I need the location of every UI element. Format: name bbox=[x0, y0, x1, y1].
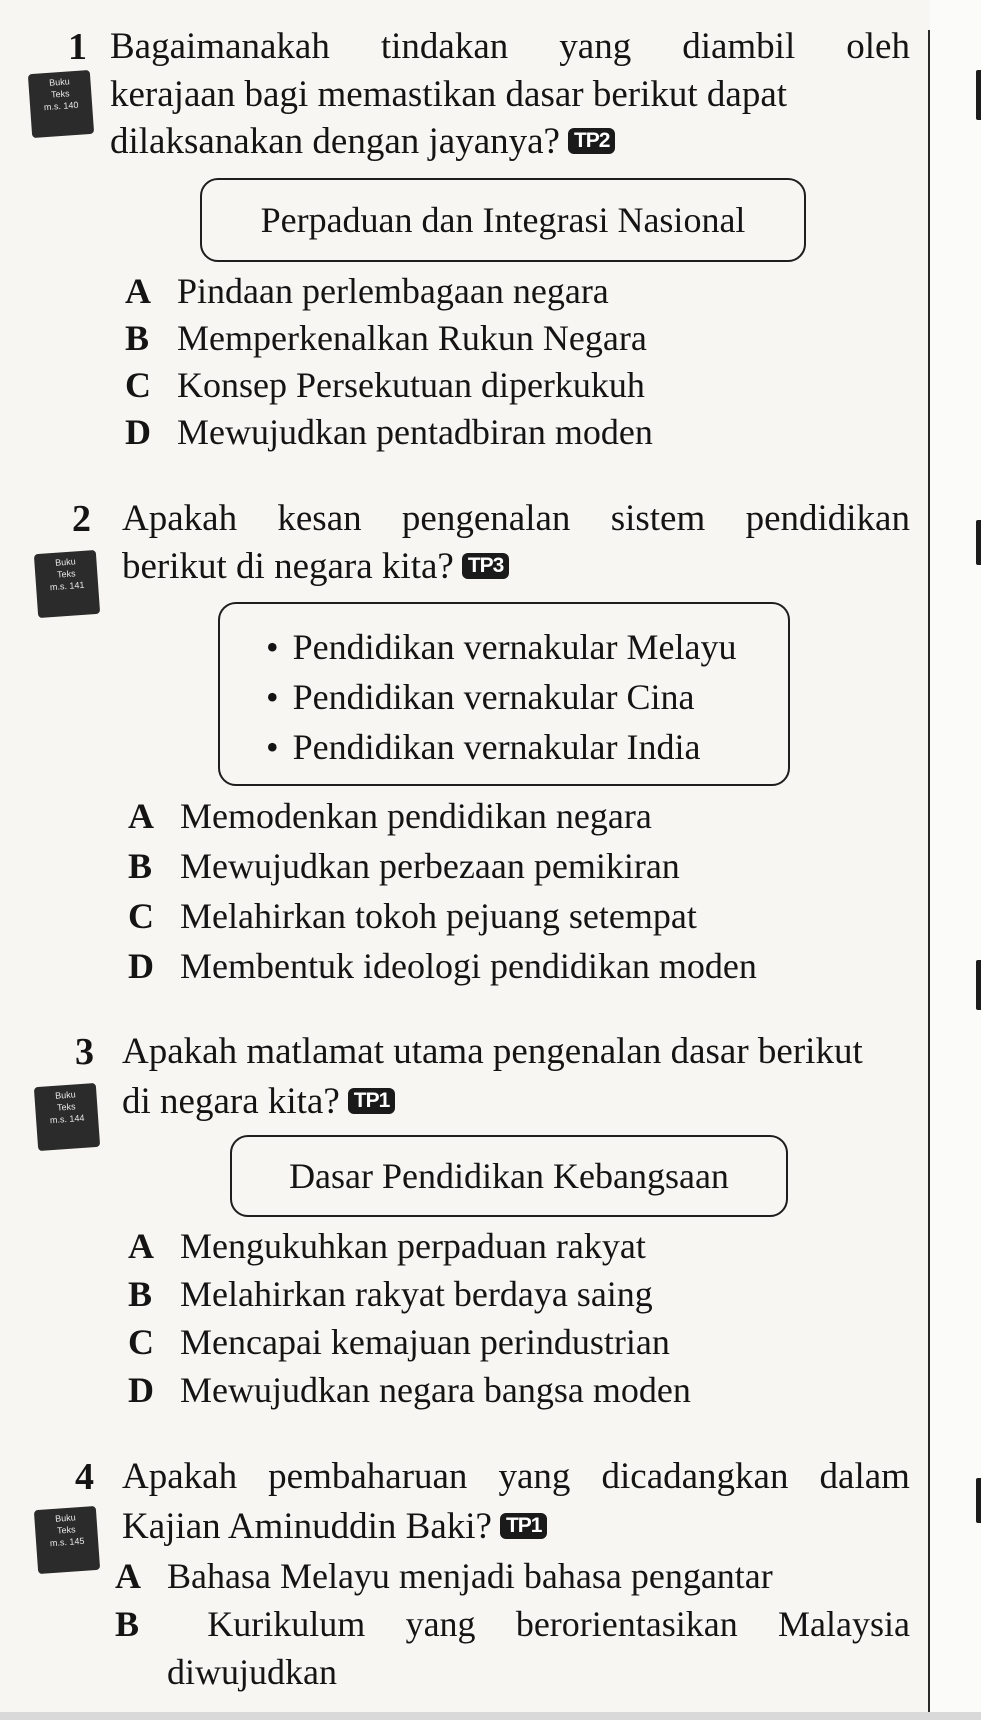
question-number: 2 bbox=[72, 498, 91, 540]
question-number: 3 bbox=[75, 1031, 94, 1073]
question-text-line: Apakah pembaharuan yang dicadangkan dalam bbox=[122, 1456, 910, 1497]
option-a[interactable]: A Memodenkan pendidikan negara bbox=[128, 796, 652, 836]
textbook-page-tag: Buku Teks m.s. 141 bbox=[34, 550, 100, 618]
bullet-item: • Pendidikan vernakular Cina bbox=[266, 672, 736, 722]
option-c[interactable]: C Konsep Persekutuan diperkukuh bbox=[125, 365, 645, 405]
textbook-page-tag: Buku Teks m.s. 145 bbox=[34, 1506, 100, 1574]
question-number: 4 bbox=[75, 1456, 94, 1498]
tp-level-badge: TP2 bbox=[568, 128, 616, 154]
question-text-line: Apakah kesan pengenalan sistem pendidikan bbox=[122, 498, 910, 539]
bullet-item: • Pendidikan vernakular Melayu bbox=[266, 622, 736, 672]
option-b[interactable]: B Memperkenalkan Rukun Negara bbox=[125, 318, 647, 358]
edge-mark bbox=[976, 960, 981, 1010]
question-text-line: Apakah matlamat utama pengenalan dasar berikut bbox=[122, 1031, 863, 1072]
option-b[interactable]: B Kurikulum yang berorientasikan Malaysia bbox=[115, 1604, 910, 1644]
bullet-list bbox=[266, 622, 736, 772]
topic-box: Dasar Pendidikan Kebangsaan bbox=[230, 1135, 788, 1217]
question-text-line: berikut di negara kita? TP3 bbox=[122, 545, 509, 588]
topic-box: Perpaduan dan Integrasi Nasional bbox=[200, 178, 806, 262]
option-b[interactable]: B Mewujudkan perbezaan pemikiran bbox=[128, 846, 680, 886]
question-text-line: dilaksanakan dengan jayanya? TP2 bbox=[110, 120, 615, 163]
bottom-edge bbox=[0, 1712, 981, 1720]
question-number: 1 bbox=[68, 26, 87, 68]
edge-mark bbox=[976, 520, 981, 565]
question-text-line: Bagaimanakah tindakan yang diambil oleh bbox=[110, 26, 910, 67]
tp-level-badge: TP1 bbox=[348, 1088, 396, 1114]
tp-level-badge: TP3 bbox=[462, 553, 510, 579]
option-d[interactable]: D Mewujudkan pentadbiran moden bbox=[125, 412, 653, 452]
option-b-continued: diwujudkan bbox=[167, 1652, 337, 1692]
option-c[interactable]: C Mencapai kemajuan perindustrian bbox=[128, 1322, 670, 1362]
bullet-item: • Pendidikan vernakular India bbox=[266, 722, 736, 772]
question-text-line: Kajian Aminuddin Baki? TP1 bbox=[122, 1505, 547, 1548]
edge-mark bbox=[976, 70, 981, 120]
textbook-page-tag: Buku Teks m.s. 140 bbox=[28, 70, 94, 138]
edge-mark bbox=[976, 1478, 981, 1523]
tp-level-badge: TP1 bbox=[500, 1513, 548, 1539]
adjacent-page-strip bbox=[930, 0, 981, 1720]
option-c[interactable]: C Melahirkan tokoh pejuang setempat bbox=[128, 896, 697, 936]
option-d[interactable]: D Membentuk ideologi pendidikan moden bbox=[128, 946, 757, 986]
stimulus-box bbox=[218, 602, 790, 786]
textbook-page-tag: Buku Teks m.s. 144 bbox=[34, 1083, 100, 1151]
option-a[interactable]: A Pindaan perlembagaan negara bbox=[125, 271, 609, 311]
question-text-line: kerajaan bagi memastikan dasar berikut dapat bbox=[110, 74, 788, 115]
question-text-line: di negara kita? TP1 bbox=[122, 1080, 395, 1123]
option-a[interactable]: A Mengukuhkan perpaduan rakyat bbox=[128, 1226, 646, 1266]
option-a[interactable]: A Bahasa Melayu menjadi bahasa pengantar bbox=[115, 1556, 773, 1596]
option-d[interactable]: D Mewujudkan negara bangsa moden bbox=[128, 1370, 691, 1410]
option-b[interactable]: B Melahirkan rakyat berdaya saing bbox=[128, 1274, 653, 1314]
